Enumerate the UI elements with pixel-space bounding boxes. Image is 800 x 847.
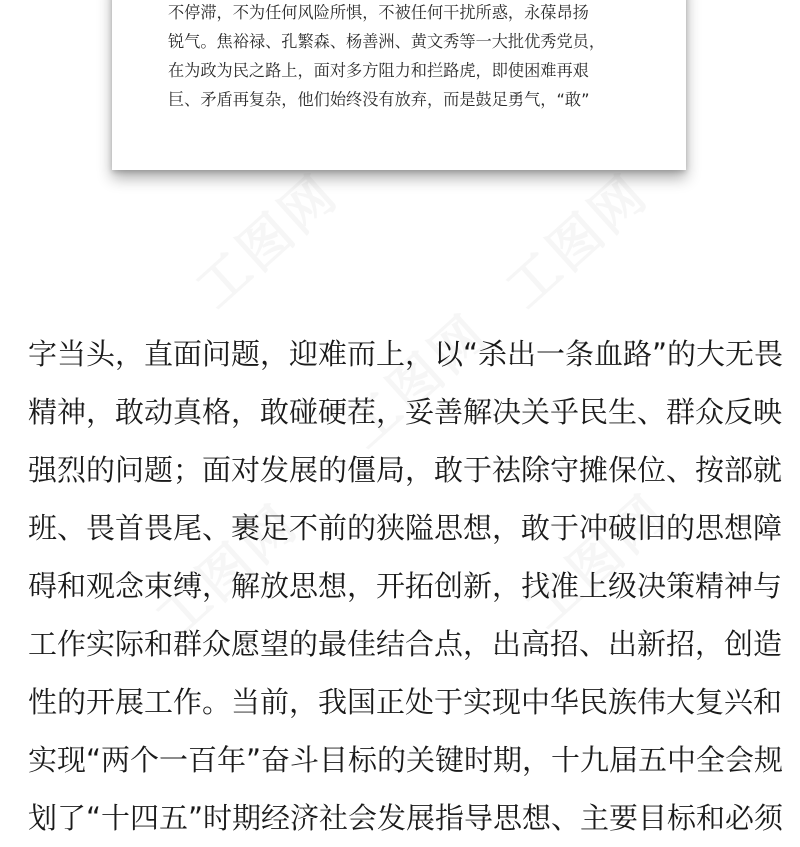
body-line: 强烈的问题；面对发展的僵局，敢于祛除守摊保位、按部就 [28, 453, 783, 487]
watermark: 工图网 [185, 163, 351, 321]
watermark: 工图网 [495, 163, 661, 321]
watermark: 工图网 [335, 303, 501, 461]
body-line: 划了“十四五”时期经济社会发展指导思想、主要目标和必须 [28, 801, 784, 835]
body-line: 工作实际和群众愿望的最佳结合点，出高招、出新招，创造 [28, 627, 783, 661]
excerpt-text [168, 0, 648, 114]
excerpt-line: 在为政为民之路上，面对多方阻力和拦路虎，即使困难再艰 [168, 61, 589, 80]
watermark: 工图网 [145, 493, 311, 651]
excerpt-line: 不停滞，不为任何风险所惧，不被任何干扰所惑，永葆昂扬 [168, 3, 589, 22]
body-line: 精神，敢动真格，敢碰硬茬，妥善解决关乎民生、群众反映 [28, 395, 783, 429]
body-line: 实现“两个一百年”奋斗目标的关键时期，十九届五中全会规 [28, 743, 784, 777]
body-line: 班、畏首畏尾、裹足不前的狭隘思想，敢于冲破旧的思想障 [28, 511, 783, 545]
excerpt-line: 锐气。焦裕禄、孔繁森、杨善洲、黄文秀等一大批优秀党员， [168, 32, 606, 51]
excerpt-line: 巨、矛盾再复杂，他们始终没有放弃，而是鼓足勇气，“敢” [168, 90, 590, 109]
body-paragraph [28, 325, 784, 847]
body-line: 字当头，直面问题，迎难而上，以“杀出一条血路”的大无畏 [28, 337, 784, 371]
body-line: 性的开展工作。当前，我国正处于实现中华民族伟大复兴和 [28, 685, 783, 719]
watermark: 工图网 [515, 483, 681, 641]
body-line: 碍和观念束缚，解放思想，开拓创新，找准上级决策精神与 [28, 569, 783, 603]
excerpt-card [112, 0, 686, 170]
